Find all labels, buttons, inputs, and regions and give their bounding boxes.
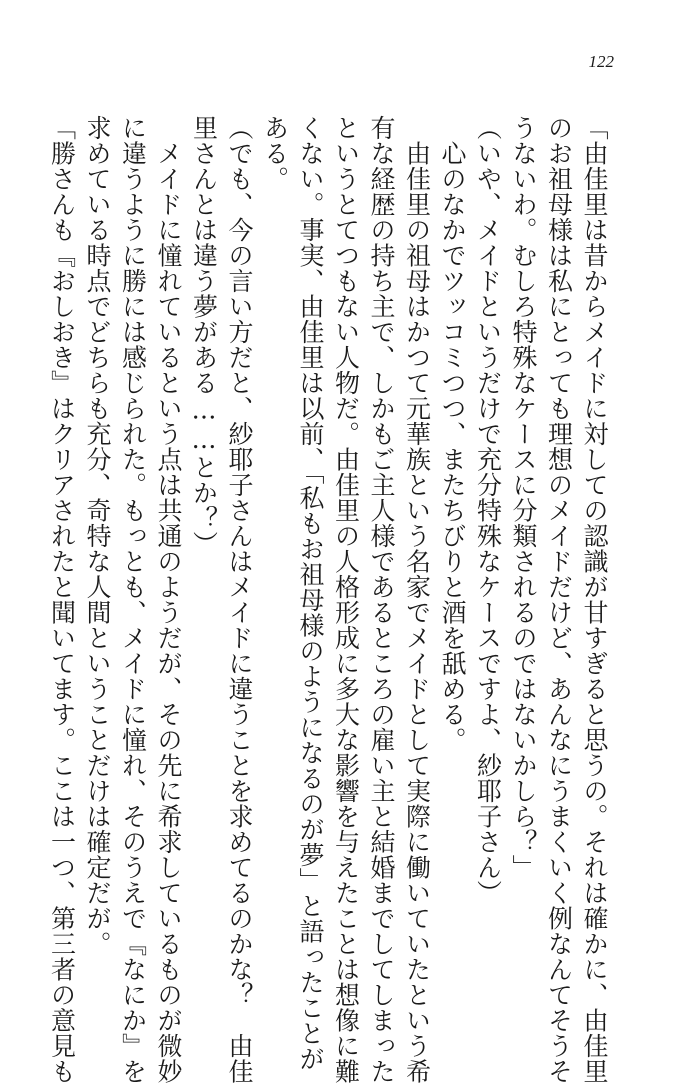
text-line: （いや、メイドというだけで充分特殊なケースですよ、紗耶子さん） (473, 115, 503, 906)
body-text (47, 115, 612, 1084)
text-line: 「勝さんも『おしおき』はクリアされたと聞いてます。ここは一つ、第三者の意見も (47, 115, 77, 1084)
text-line: というとてつもない人物だ。由佳里の人格形成に多大な影響を与えたことは想像に難 (331, 115, 361, 1084)
text-line: 由佳里の祖母はかつて元華族という名家でメイドとして実際に働いていたという希 (402, 115, 432, 1084)
text-line: に違うように勝には感じられた。もっとも、メイドに憧れ、そのうえで『なにか』を (118, 115, 148, 1084)
page-number: 122 (588, 52, 614, 71)
text-line: 心のなかでツッコミつつ、またちびりと酒を舐める。 (438, 115, 467, 753)
text-line: のお祖母様は私にとっても理想のメイドだけど、あんなにうまくいく例なんてそうそ (544, 115, 574, 1084)
text-line: 有な経歴の持ち主で、しかもご主人様であるところの雇い主と結婚までしてしまった (367, 115, 396, 1084)
text-line: 「由佳里は昔からメイドに対しての認識が甘すぎると思うの。それは確かに、由佳里 (580, 115, 609, 1084)
text-line: メイドに憧れているという点は共通のようだが、その先に希求しているものが微妙 (154, 115, 183, 1084)
text-line: 里さんとは違う夢がある……とか？） (189, 115, 219, 557)
text-line: くない。事実、由佳里は以前、「私もお祖母様のようになるのが夢」と語ったことが (296, 115, 325, 1072)
text-line: 求めている時点でどちらも充分、奇特な人間ということだけは確定だが。 (83, 115, 112, 957)
text-line: うないわ。むしろ特殊なケースに分類されるのではないかしら？」 (509, 115, 538, 880)
text-line: ある。 (260, 115, 290, 192)
text-line: （でも、今の言い方だと、紗耶子さんはメイドに違うことを求めてるのかな？ 由佳 (225, 115, 254, 1084)
